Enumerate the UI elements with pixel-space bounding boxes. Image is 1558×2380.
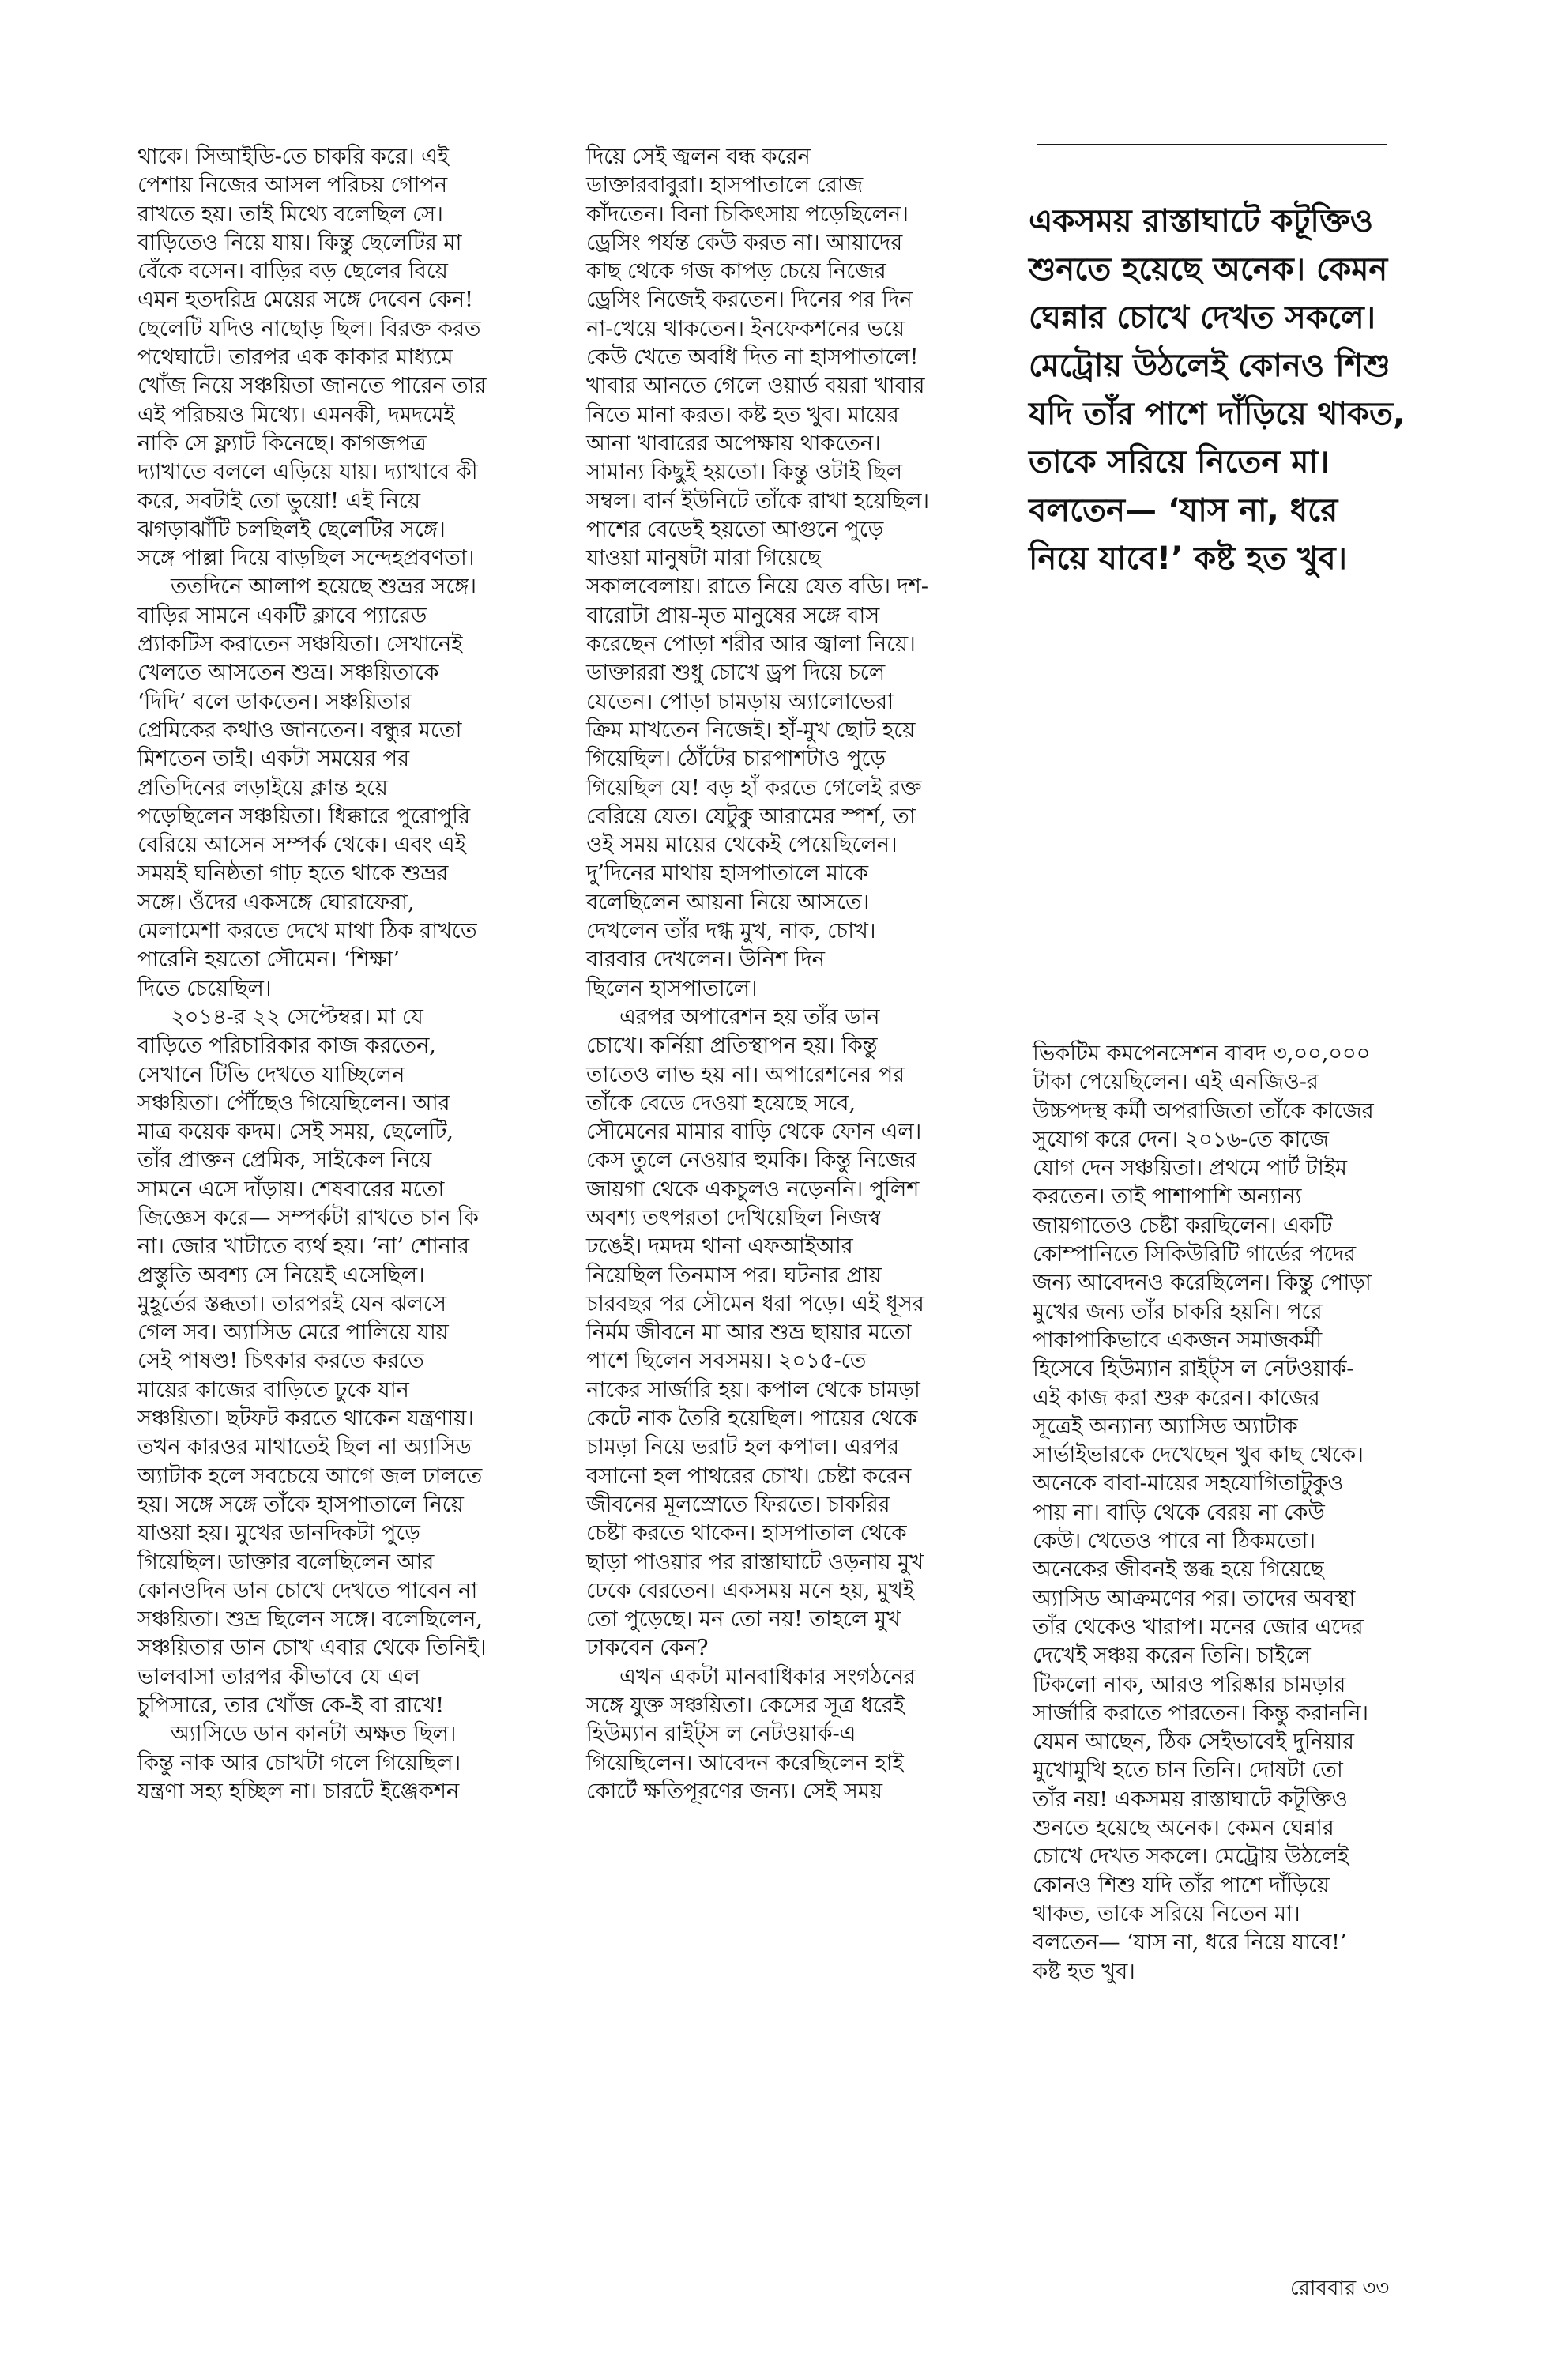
article-line: প্রস্তুতি অবশ্য সে নিয়েই এসেছিল। [137, 1262, 425, 1288]
article-line: তাঁকে বেডে দেওয়া হয়েছে সবে, [586, 1090, 856, 1116]
article-line: পায় না। বাড়ি থেকে বেরয় না কেউ [1033, 1499, 1325, 1525]
article-line: তাঁর প্রাক্তন প্রেমিক, সাইকেল নিয়ে [137, 1147, 432, 1173]
pull-quote-rule [1037, 144, 1387, 145]
article-line: এমন হতদরিদ্র মেয়ের সঙ্গে দেবেন কেন! [137, 287, 473, 313]
article-line: অবশ্য তৎপরতা দেখিয়েছিল নিজস্ব [586, 1204, 881, 1230]
article-line: সেই পাষণ্ড! চিৎকার করতে করতে [137, 1348, 424, 1374]
article-line: মুখের জন্য তাঁর চাকরি হয়নি। পরে [1033, 1298, 1323, 1324]
article-line: সামনে এসে দাঁড়ায়। শেষবারের মতো [137, 1176, 445, 1202]
article-line: করে, সবটাই তো ভুয়ো! এই নিয়ে [137, 488, 420, 514]
article-line: সেখানে টিভি দেখতে যাচ্ছিলেন [137, 1061, 405, 1087]
article-line: গিয়েছিল যে! বড় হাঁ করতে গেলেই রক্ত [586, 774, 922, 800]
article-line: সার্ভাইভারকে দেখেছেন খুব কাছ থেকে। [1033, 1442, 1364, 1468]
article-line: চোখে। কর্নিয়া প্রতিস্থাপন হয়। কিন্তু [586, 1033, 878, 1059]
article-line: কেউ। খেতেও পারে না ঠিকমতো। [1033, 1528, 1315, 1554]
article-line: নির্মম জীবনে মা আর শুভ্র ছায়ার মতো [586, 1320, 912, 1346]
article-line: খাবার আনতে গেলে ওয়ার্ড বয়রা খাবার [586, 373, 925, 399]
article-line: পেশায় নিজের আসল পরিচয় গোপন [137, 172, 447, 198]
article-line: সঙ্গে যুক্ত সঞ্চয়িতা। কেসের সূত্র ধরেই [586, 1693, 905, 1719]
article-line: কেটে নাক তৈরি হয়েছিল। পায়ের থেকে [586, 1406, 918, 1432]
article-line: হয়। সঙ্গে সঙ্গে তাঁকে হাসপাতালে নিয়ে [137, 1491, 464, 1517]
article-line: জীবনের মূলস্রোতে ফিরতে। চাকরির [586, 1491, 890, 1517]
article-line: সূত্রেই অন্যান্য অ্যাসিড অ্যাটাক [1033, 1413, 1298, 1439]
article-line: কোম্পানিতে সিকিউরিটি গার্ডের পদের [1033, 1241, 1356, 1267]
article-line: জায়গাতেও চেষ্টা করছিলেন। একটি [1033, 1212, 1333, 1238]
article-line: পারেনি হয়তো সৌমেন। ‘শিক্ষা’ [137, 947, 400, 973]
pull-quote-line: মেট্রোয় উঠলেই কোনও শিশু [1029, 348, 1391, 384]
article-line: অনেকের জীবনই স্তব্ধ হয়ে গিয়েছে [1033, 1557, 1324, 1583]
article-line: সুযোগ করে দেন। ২০১৬-তে কাজে [1033, 1126, 1329, 1152]
article-line: সৌমেনের মামার বাড়ি থেকে ফোন এল। [586, 1119, 922, 1145]
article-line: কষ্ট হত খুব। [1033, 1958, 1135, 1984]
article-line: গিয়েছিলেন। আবেদন করেছিলেন হাই [586, 1749, 904, 1776]
article-line: ড্রেসিং পর্যন্ত কেউ করত না। আয়াদের [586, 229, 903, 255]
article-line: না। জোর খাটাতে ব্যর্থ হয়। ‘না’ শোনার [137, 1233, 469, 1260]
article-line: যন্ত্রণা সহ্য হচ্ছিল না। চারটে ইঞ্জেকশন [137, 1778, 460, 1804]
article-line: টিকলো নাক, আরও পরিষ্কার চামড়ার [1033, 1671, 1346, 1697]
article-line: তাঁর নয়! একসময় রাস্তাঘাটে কটূক্তিও [1033, 1786, 1348, 1812]
article-line: রাখতে হয়। তাই মিথ্যে বলেছিল সে। [137, 201, 443, 227]
article-line: ‘দিদি’ বলে ডাকতেন। সঞ্চয়িতার [137, 688, 412, 714]
article-line: সার্জারি করাতে পারতেন। কিন্তু করাননি। [1033, 1700, 1368, 1726]
article-line: করতেন। তাই পাশাপাশি অন্যান্য [1033, 1184, 1302, 1210]
article-line: সঞ্চয়িতা। শুভ্র ছিলেন সঙ্গে। বলেছিলেন, [137, 1606, 483, 1632]
article-line: সম্বল। বার্ন ইউনিটে তাঁকে রাখা হয়েছিল। [586, 488, 929, 514]
article-column-3 [1033, 1039, 1443, 1986]
article-line: সঙ্গে পাল্লা দিয়ে বাড়ছিল সন্দেহপ্রবণতা। [137, 545, 475, 571]
article-line: প্রতিদিনের লড়াইয়ে ক্লান্ত হয়ে [137, 774, 388, 800]
article-line: প্র্যাকটিস করাতেন সঞ্চয়িতা। সেখানেই [137, 631, 463, 657]
article-column-2 [586, 142, 997, 1806]
article-line: বেঁকে বসেন। বাড়ির বড় ছেলের বিয়ে [137, 258, 448, 284]
article-line: ক্রিম মাখতেন নিজেই। হাঁ-মুখ ছোট হয়ে [586, 717, 916, 743]
article-line: জিজ্ঞেস করে— সম্পর্কটা রাখতে চান কি [137, 1204, 479, 1230]
article-line: পড়েছিলেন সঞ্চয়িতা। ধিক্কারে পুরোপুরি [137, 803, 470, 829]
article-line: পাশে ছিলেন সবসময়। ২০১৫-তে [586, 1348, 867, 1374]
article-line: দ্যাখাতে বললে এড়িয়ে যায়। দ্যাখাবে কী [137, 459, 478, 485]
pull-quote-line: একসময় রাস্তাঘাটে কটূক্তিও [1029, 203, 1374, 239]
article-line: ২০১৪-র ২২ সেপ্টেম্বর। মা যে [171, 1004, 423, 1030]
article-line: এরপর অপারেশন হয় তাঁর ডান [619, 1004, 880, 1030]
article-line: টাকা পেয়েছিলেন। এই এনজিও-র [1033, 1069, 1319, 1095]
article-line: কেউ খেতে অবধি দিত না হাসপাতালে! [586, 345, 919, 371]
page-folio: রোববার ৩৩ [1290, 2276, 1390, 2300]
pull-quote-line: শুনতে হয়েছে অনেক। কেমন [1029, 251, 1388, 288]
article-line: তো পুড়েছে। মন তো নয়! তাহলে মুখ [586, 1606, 901, 1632]
article-line: থাকত, তাকে সরিয়ে নিতেন মা। [1033, 1900, 1300, 1926]
article-line: তখন কারওর মাথাতেই ছিল না অ্যাসিড [137, 1434, 472, 1460]
article-line: সঙ্গে। ওঁদের একসঙ্গে ঘোরাফেরা, [137, 889, 415, 915]
article-line: উচ্চপদস্থ কর্মী অপরাজিতা তাঁকে কাজের [1033, 1098, 1374, 1124]
article-line: যোগ দেন সঞ্চয়িতা। প্রথমে পার্ট টাইম [1033, 1155, 1347, 1181]
pull-quote-line: বলতেন— ‘যাস না, ধরে [1029, 492, 1338, 529]
article-line: যেমন আছেন, ঠিক সেইভাবেই দুনিয়ার [1033, 1729, 1354, 1755]
article-line: গিয়েছিল। ডাক্তার বলেছিলেন আর [137, 1549, 435, 1575]
article-line: প্রেমিকের কথাও জানতেন। বন্ধুর মতো [137, 717, 462, 743]
article-line: ওই সময় মায়ের থেকেই পেয়েছিলেন। [586, 832, 898, 858]
article-line: মুখোমুখি হতে চান তিনি। দোষটা তো [1033, 1757, 1343, 1783]
article-line: নিয়েছিল তিনমাস পর। ঘটনার প্রায় [586, 1262, 882, 1288]
article-line: এখন একটা মানবাধিকার সংগঠনের [619, 1663, 916, 1689]
article-line: দেখেই সঞ্চয় করেন তিনি। চাইলে [1033, 1643, 1311, 1669]
article-line: গেল সব। অ্যাসিড মেরে পালিয়ে যায় [137, 1320, 449, 1346]
article-line: ছাড়া পাওয়ার পর রাস্তাঘাটে ওড়নায় মুখ [586, 1549, 924, 1575]
article-line: থাকে। সিআইডি-তে চাকরি করে। এই [137, 144, 449, 169]
article-line: পাশের বেডেই হয়তো আগুনে পুড়ে [586, 516, 884, 542]
article-line: জায়গা থেকে একচুলও নড়েননি। পুলিশ [586, 1176, 920, 1202]
article-line: মায়ের কাজের বাড়িতে ঢুকে যান [137, 1376, 409, 1403]
article-line: চামড়া নিয়ে ভরাট হল কপাল। এরপর [586, 1434, 899, 1460]
pull-quote-line: নিয়ে যাবে!’ কষ্ট হত খুব। [1029, 540, 1347, 577]
article-line: পাকাপাকিভাবে একজন সমাজকর্মী [1033, 1327, 1323, 1353]
article-line: ভালবাসা তারপর কীভাবে যে এল [137, 1663, 420, 1689]
article-line: অ্যাসিডে ডান কানটা অক্ষত ছিল। [171, 1721, 457, 1747]
article-line: বাড়িতে পরিচারিকার কাজ করতেন, [137, 1033, 436, 1059]
pull-quote-line: তাকে সরিয়ে নিতেন মা। [1029, 444, 1330, 480]
article-line: বলেছিলেন আয়না নিয়ে আসতে। [586, 889, 870, 915]
article-line: ঝগড়াঝাঁটি চলছিলই ছেলেটির সঙ্গে। [137, 516, 446, 542]
article-line: মাত্র কয়েক কদম। সেই সময়, ছেলেটি, [137, 1119, 453, 1145]
article-line: ডাক্তারবাবুরা। হাসপাতালে রোজ [586, 172, 864, 198]
article-line: তাঁর থেকেও খারাপ। মনের জোর এদের [1033, 1614, 1364, 1640]
article-line: সকালবেলায়। রাতে নিয়ে যেত বডি। দশ- [586, 574, 928, 600]
article-line: নাকের সার্জারি হয়। কপাল থেকে চামড়া [586, 1376, 920, 1403]
article-line: বাড়ির সামনে একটি ক্লাবে প্যারেড [137, 602, 427, 628]
article-line: কাঁদতেন। বিনা চিকিৎসায় পড়েছিলেন। [586, 201, 909, 227]
pull-quote [1029, 198, 1406, 583]
article-line: করেছেন পোড়া শরীর আর জ্বালা নিয়ে। [586, 631, 916, 657]
article-line: কোনওদিন ডান চোখে দেখতে পাবেন না [137, 1577, 478, 1603]
article-line: ঢাকবেন কেন? [586, 1635, 709, 1661]
article-line: ততদিনে আলাপ হয়েছে শুভ্রর সঙ্গে। [171, 574, 476, 600]
article-line: দিতে চেয়েছিল। [137, 975, 272, 1001]
pull-quote-line: ঘেন্নার চোখে দেখত সকলে। [1029, 299, 1376, 336]
article-line: খোঁজ নিয়ে সঞ্চয়িতা জানতে পারেন তার [137, 373, 487, 399]
article-line: সঞ্চয়িতা। পৌঁছেও গিয়েছিলেন। আর [137, 1090, 450, 1116]
article-line: সময়ই ঘনিষ্ঠতা গাঢ় হতে থাকে শুভ্রর [137, 860, 449, 887]
article-line: চারবছর পর সৌমেন ধরা পড়ে। এই ধূসর [586, 1290, 924, 1316]
article-line: কিন্তু নাক আর চোখটা গলে গিয়েছিল। [137, 1749, 461, 1776]
article-line: ছিলেন হাসপাতালে। [586, 975, 758, 1001]
article-line: এই পরিচয়ও মিথ্যে। এমনকী, দমদমেই [137, 401, 455, 427]
article-line: চুপিসারে, তার খোঁজ কে-ই বা রাখে! [137, 1693, 445, 1719]
article-line: যেতেন। পোড়া চামড়ায় অ্যালোভেরা [586, 688, 894, 714]
article-line: কেস তুলে নেওয়ার হুমকি। কিন্তু নিজের [586, 1147, 917, 1173]
article-line: দু’দিনের মাথায় হাসপাতালে মাকে [586, 860, 868, 887]
article-line: যাওয়া মানুষটা মারা গিয়েছে [586, 545, 821, 571]
article-line: কোনও শিশু যদি তাঁর পাশে দাঁড়িয়ে [1033, 1872, 1330, 1898]
article-line: অ্যাটাক হলে সবচেয়ে আগে জল ঢালতে [137, 1463, 483, 1489]
article-line: ঢঙেই। দমদম থানা এফআইআর [586, 1233, 853, 1260]
article-column-1 [137, 142, 548, 1806]
article-line: দেখলেন তাঁর দগ্ধ মুখ, নাক, চোখ। [586, 918, 876, 944]
article-line: দিয়ে সেই জ্বলন বন্ধ করেন [586, 144, 811, 169]
article-line: বলতেন— ‘যাস না, ধরে নিয়ে যাবে!’ [1033, 1930, 1347, 1956]
article-line: তাতেও লাভ হয় না। অপারেশনের পর [586, 1061, 905, 1087]
article-line: বারোটা প্রায়-মৃত মানুষের সঙ্গে বাস [586, 602, 880, 628]
pull-quote-line: যদি তাঁর পাশে দাঁড়িয়ে থাকত, [1029, 396, 1406, 432]
article-line: বেরিয়ে আসেন সম্পর্ক থেকে। এবং এই [137, 832, 466, 858]
article-line: অ্যাসিড আক্রমণের পর। তাদের অবস্থা [1033, 1585, 1356, 1611]
article-line: বাড়িতেও নিয়ে যায়। কিন্তু ছেলেটির মা [137, 229, 462, 255]
article-line: চেষ্টা করতে থাকেন। হাসপাতাল থেকে [586, 1520, 907, 1546]
article-line: ভিকটিম কমপেনসেশন বাবদ ৩,০০,০০০ [1033, 1041, 1371, 1066]
article-line: হিউম্যান রাইট্স ল নেটওয়ার্ক-এ [586, 1721, 856, 1747]
article-line: ছেলেটি যদিও নাছোড় ছিল। বিরক্ত করত [137, 315, 481, 341]
article-line: ঢেকে বেরতেন। একসময় মনে হয়, মুখই [586, 1577, 914, 1603]
article-line: খেলতে আসতেন শুভ্র। সঞ্চয়িতাকে [137, 660, 439, 686]
article-line: জন্য আবেদনও করেছিলেন। কিন্তু পোড়া [1033, 1270, 1372, 1296]
article-line: চোখে দেখত সকলে। মেট্রোয় উঠলেই [1033, 1843, 1349, 1870]
article-line: ড্রেসিং নিজেই করতেন। দিনের পর দিন [586, 287, 913, 313]
article-line: নাকি সে ফ্ল্যাট কিনেছে। কাগজপত্র [137, 430, 427, 456]
article-line: মুহূর্তের স্তব্ধতা। তারপরই যেন ঝলসে [137, 1290, 446, 1316]
article-line: বারবার দেখলেন। উনিশ দিন [586, 947, 825, 973]
article-line: বসানো হল পাথরের চোখ। চেষ্টা করেন [586, 1463, 912, 1489]
article-line: পথেঘাটে। তারপর এক কাকার মাধ্যমে [137, 345, 453, 371]
article-line: হিসেবে হিউম্যান রাইট্স ল নেটওয়ার্ক- [1033, 1356, 1354, 1382]
article-line: ডাক্তাররা শুধু চোখে ড্রপ দিয়ে চলে [586, 660, 885, 686]
article-line: যাওয়া হয়। মুখের ডানদিকটা পুড়ে [137, 1520, 420, 1546]
article-line: নিতে মানা করত। কষ্ট হত খুব। মায়ের [586, 401, 899, 427]
article-line: সঞ্চয়িতার ডান চোখ এবার থেকে তিনিই। [137, 1635, 487, 1661]
article-line: মিশতেন তাই। একটা সময়ের পর [137, 746, 409, 772]
article-line: বেরিয়ে যেত। যেটুকু আরামের স্পর্শ, তা [586, 803, 916, 829]
article-line: এই কাজ করা শুরু করেন। কাজের [1033, 1384, 1320, 1410]
article-line: অনেকে বাবা-মায়ের সহযোগিতাটুকুও [1033, 1471, 1344, 1497]
article-line: আনা খাবারের অপেক্ষায় থাকতেন। [586, 430, 881, 456]
article-line: না-খেয়ে থাকতেন। ইনফেকশনের ভয়ে [586, 315, 905, 341]
article-line: কোর্টে ক্ষতিপূরণের জন্য। সেই সময় [586, 1778, 882, 1804]
article-line: সঞ্চয়িতা। ছটফট করতে থাকেন যন্ত্রণায়। [137, 1406, 474, 1432]
article-line: কাছ থেকে গজ কাপড় চেয়ে নিজের [586, 258, 886, 284]
article-line: শুনতে হয়েছে অনেক। কেমন ঘেন্নার [1033, 1815, 1334, 1841]
article-line: মেলামেশা করতে দেখে মাথা ঠিক রাখতে [137, 918, 477, 944]
article-line: গিয়েছিল। ঠোঁটের চারপাশটাও পুড়ে [586, 746, 886, 772]
article-line: সামান্য কিছুই হয়তো। কিন্তু ওটাই ছিল [586, 459, 902, 485]
